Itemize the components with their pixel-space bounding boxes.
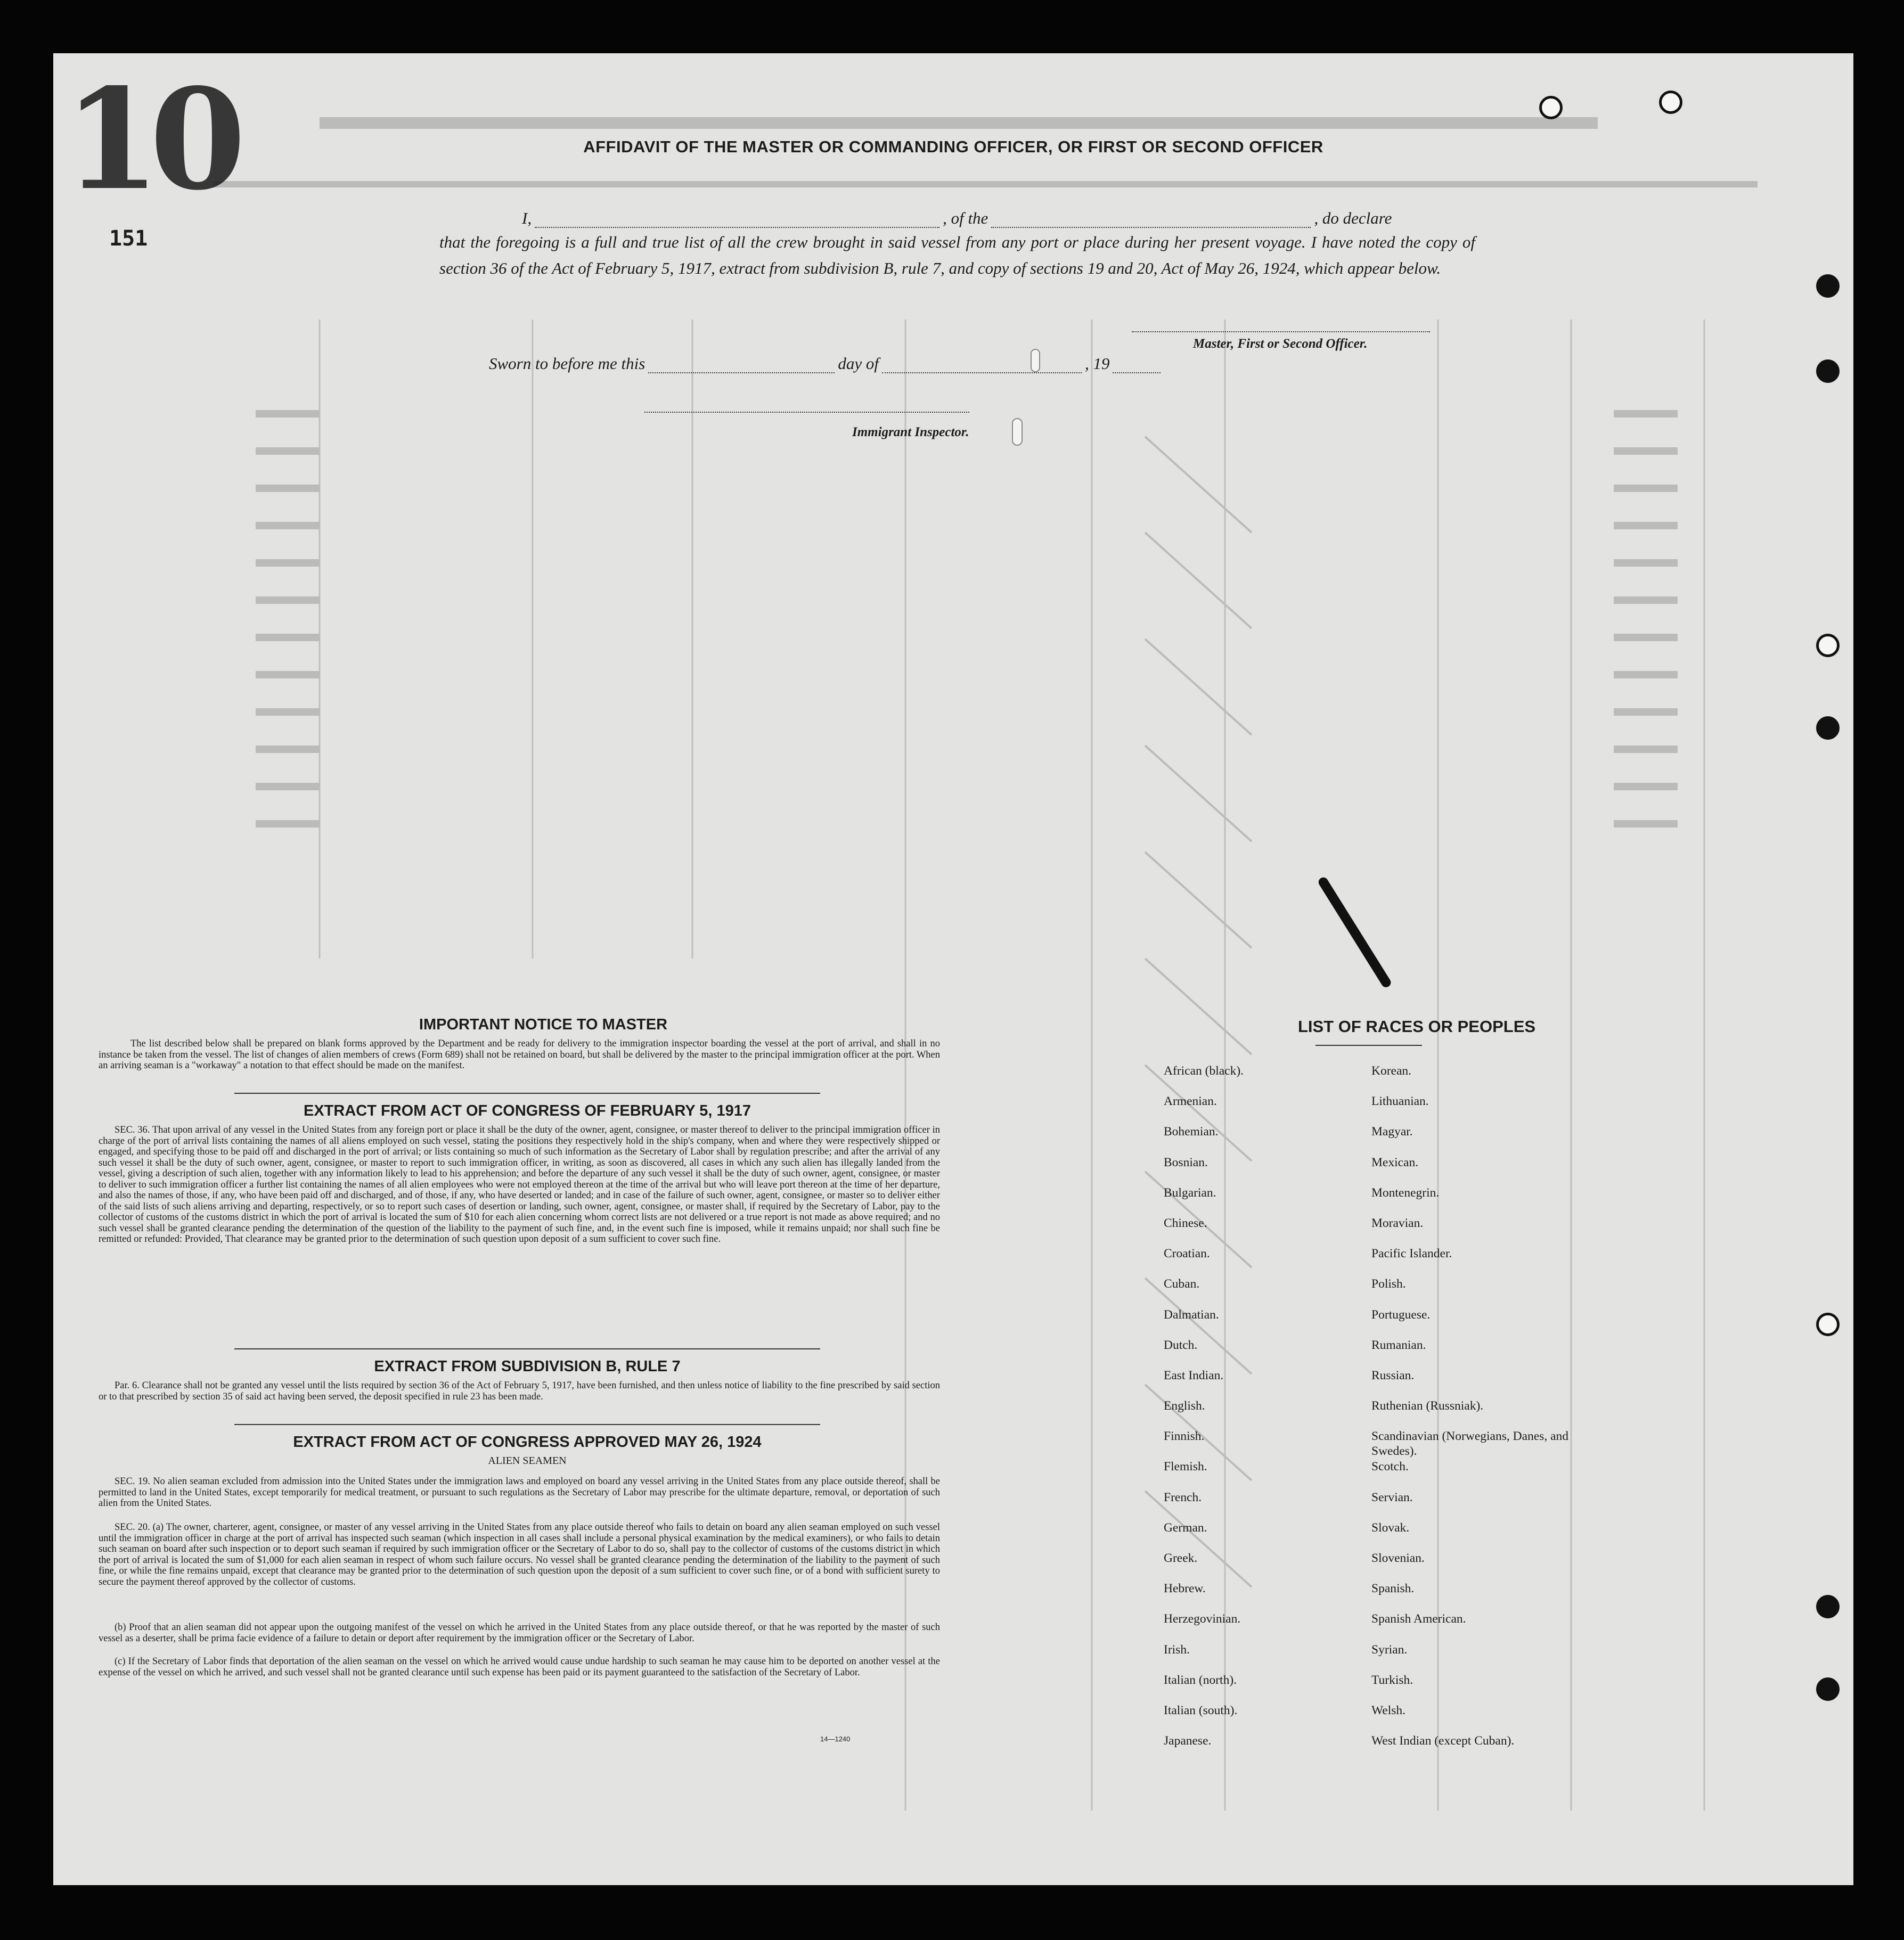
act-1917-text: SEC. 36. That upon arrival of any vessel in the United States from any foreign port or place it shall be the duty of the owner, agent, consignee, or master thereof to deliver to the principal immigration officer in charge of the port of arrival lists containing the names of all aliens employed on such vessel, stating the positions they respectively hold in the ship's company, when and where they were respectively shipped or engaged, and specifying those to be paid off and discharged in the port of arrival; or lists containing so much of such information as the Secretary of Labor shall by regulation prescribe; and after the arrival of any such vessel it shall be the duty of such owner, agent, consignee, or master to report to such immigration officer, in writing, as soon as discovered, all cases in which any such alien has illegally landed from the vessel, giving a description of such alien, together with any information likely to lead to his apprehension; and before the departure of any such vessel it shall be the duty of such owner, agent, consignee, or master to deliver to such immigration officer a further list containing the names of all alien employees who were not employed thereon at the time of the arrival but who will leave port thereon at the time of her departure, and also the names of those, if any, who have been paid off and discharged, and of those, if any, who have deserted or landed; and in case of the failure of such owner, agent, consignee, or master so to deliver either of the said lists of such aliens arriving and departing, respectively, or so to report such cases of desertion or landing, such owner, agent, consignee, or master shall, if required by the Secretary of Labor, pay to the collector of customs of the customs district in which the port of arrival is located the sum of $10 for each alien concerning whom correct lists are not delivered or a true report is not made as above required; and no such vessel shall be granted clearance pending the determination of the question of the liability to the payment of such fine, and, in the event such fine is imposed, while it remains unpaid; nor shall such fine be remitted or refunded: Provided, That clearance may be granted prior to the determination of such question upon deposit of a sum sufficient to cover such fine.: [99, 1125, 940, 1245]
race-item: Bohemian.: [1164, 1125, 1219, 1139]
vessel-name-field[interactable]: [991, 213, 1311, 228]
sworn-label: Sworn to before me this: [489, 354, 645, 373]
race-item: Welsh.: [1371, 1703, 1406, 1717]
act-1917-heading: EXTRACT FROM ACT OF CONGRESS OF FEBRUARY 5, 1917: [303, 1102, 751, 1119]
act-1924-sec20a: SEC. 20. (a) The owner, charterer, agent, consignee, or master of any vessel arriving in the United States from any place outside thereof who fails to detain on board any alien seaman employed on such vessel until the immigration officer in charge at the port of arrival has inspected such seaman (which inspection in all cases shall include a personal physical examination by the medical examiners), or who fails to detain such seaman on board after such inspection or to deport such seaman if required by such immigration officer or the Secretary of Labor to do so, shall pay to the collector of customs of the customs district in which the port of arrival is located the sum of $1,000 for each alien seaman in respect of whom such failure occurs. No vessel shall be granted clearance pending the determination of the liability to the payment of such fine, or while the fine remains unpaid, except that clearance may be granted prior to the determination of such question upon the deposit of a sum sufficient to cover such fine, or of a bond with sufficient surety to secure the payment thereof approved by the collector of customs.: [99, 1522, 940, 1587]
affidavit-i-label: I,: [522, 209, 532, 227]
form-number: 14—1240: [820, 1735, 851, 1743]
punch-hole: [1539, 96, 1563, 119]
race-item: Ruthenian (Russniak).: [1371, 1399, 1484, 1413]
race-item: Magyar.: [1371, 1125, 1413, 1139]
races-rule: [1315, 1045, 1422, 1046]
act-1924-sec20b: (b) Proof that an alien seaman did not appear upon the outgoing manifest of the vessel on which he arrived in the United States from any place outside thereof, or that he was reported by the master of such vessel as a deserter, shall be prima facie evidence of a failure to detain or deport after requirement by the immigration officer or the Secretary of Labor.: [99, 1622, 940, 1644]
races-left-column: [1164, 1063, 1366, 1764]
race-item: Herzegovinian.: [1164, 1612, 1241, 1626]
race-item: Irish.: [1164, 1642, 1190, 1657]
punch-hole: [1816, 634, 1840, 657]
race-item: Flemish.: [1164, 1460, 1207, 1474]
rule7-text: Par. 6. Clearance shall not be granted any vessel until the lists required by section 36 of the Act of February 5, 1917, have been furnished, and then unless notice of liability to the fine prescribed by said section or to that prescribed by section 35 of said act having been served, the deposit specified in rule 23 has been made.: [99, 1380, 940, 1402]
ink-mark: [1012, 418, 1023, 446]
sworn-year-field[interactable]: [1113, 358, 1161, 373]
manifest-page: [53, 53, 1853, 1885]
act-1924-heading: EXTRACT FROM ACT OF CONGRESS APPROVED MAY 26, 1924: [293, 1434, 762, 1451]
race-item: Greek.: [1164, 1551, 1198, 1565]
punch-hole: [1816, 359, 1840, 383]
races-heading: LIST OF RACES OR PEOPLES: [1297, 1017, 1536, 1036]
notice-text: The list described below shall be prepared on blank forms approved by the Department and be ready for delivery to the immigration inspector boarding the vessel at the port of arrival, and shall in no instance be taken from the vessel. The list of changes of alien members of crews (Form 689) shall not be retained on board, but shall be delivered by the master to the principal immigration officer at the port. When an arriving seaman is a "workaway" a notation to that effect should be made on the manifest.: [99, 1038, 940, 1071]
stamped-small-number: 151: [109, 226, 148, 251]
race-item: Japanese.: [1164, 1734, 1212, 1748]
master-name-field[interactable]: [535, 213, 939, 228]
sworn-day-field[interactable]: [648, 358, 835, 373]
act-1924-sec20c: (c) If the Secretary of Labor finds that deportation of the alien seaman on the vessel on which he arrived would cause undue hardship to such seaman he may cause him to be deported on another vessel at the expense of the vessel on which he arrived, and such vessel shall not be granted clearance until such expense has been paid or its payment guaranteed to the satisfaction of the Secretary of Labor.: [99, 1656, 940, 1678]
affidavit-declaration-line: [522, 209, 1392, 228]
race-item: Scotch.: [1371, 1460, 1409, 1474]
sworn-line: [489, 354, 1164, 373]
race-item: Russian.: [1371, 1368, 1415, 1382]
race-item: Hebrew.: [1164, 1582, 1206, 1596]
affidavit-of-the-label: , of the: [943, 209, 988, 227]
race-item: Croatian.: [1164, 1247, 1210, 1261]
inspector-signature-line[interactable]: [644, 412, 969, 413]
rule7-heading: EXTRACT FROM SUBDIVISION B, RULE 7: [374, 1358, 681, 1375]
inspector-signature-label: Immigrant Inspector.: [852, 425, 969, 439]
race-item: Italian (south).: [1164, 1703, 1238, 1717]
race-item: Dalmatian.: [1164, 1307, 1219, 1322]
race-item: Cuban.: [1164, 1277, 1200, 1291]
punch-hole: [1816, 716, 1840, 740]
race-item: Turkish.: [1371, 1673, 1413, 1687]
master-signature-label: Master, First or Second Officer.: [1193, 337, 1368, 351]
race-item: Spanish American.: [1371, 1612, 1466, 1626]
race-item: English.: [1164, 1399, 1205, 1413]
races-right-column: [1371, 1063, 1595, 1764]
master-signature-line[interactable]: [1132, 331, 1430, 332]
race-item: Portuguese.: [1371, 1307, 1431, 1322]
race-item: Scandinavian (Norwegians, Danes, and Swedes).: [1371, 1429, 1569, 1459]
punch-hole: [1816, 1677, 1840, 1701]
sworn-day-of-label: day of: [838, 354, 879, 373]
race-item: Dutch.: [1164, 1338, 1198, 1352]
section-rule: [234, 1424, 820, 1425]
race-item: Montenegrin.: [1371, 1185, 1440, 1200]
race-item: Polish.: [1371, 1277, 1406, 1291]
affidavit-declare-label: , do declare: [1314, 209, 1392, 227]
race-item: Finnish.: [1164, 1429, 1205, 1444]
punch-hole: [1816, 274, 1840, 298]
race-item: French.: [1164, 1490, 1202, 1504]
race-item: Bosnian.: [1164, 1155, 1208, 1169]
race-item: Italian (north).: [1164, 1673, 1237, 1687]
notice-heading: IMPORTANT NOTICE TO MASTER: [419, 1016, 668, 1033]
ink-mark: [1031, 349, 1040, 372]
alien-seamen-subheading: ALIEN SEAMEN: [488, 1455, 567, 1467]
race-item: Slovenian.: [1371, 1551, 1425, 1565]
race-item: Pacific Islander.: [1371, 1247, 1452, 1261]
race-item: Armenian.: [1164, 1094, 1217, 1109]
race-item: Korean.: [1371, 1064, 1412, 1078]
punch-hole: [1816, 1313, 1840, 1336]
race-item: Lithuanian.: [1371, 1094, 1429, 1109]
race-item: Slovak.: [1371, 1520, 1410, 1535]
ink-stroke: [1317, 875, 1392, 989]
section-rule: [234, 1348, 820, 1349]
affidavit-body: that the foregoing is a full and true list of all the crew brought in said vessel from any port or place during her present voyage. I have noted the copy of section 36 of the Act of February 5, 1917, extract from subdivision B, rule 7, and copy of sections 19 and 20, Act of May 26, 1924, which appear below.: [439, 233, 1475, 277]
sworn-year-label: , 19: [1084, 354, 1110, 373]
punch-hole: [1659, 91, 1682, 114]
act-1924-sec19: SEC. 19. No alien seaman excluded from admission into the United States under the immigration laws and employed on board any vessel arriving in the United States from any place outside thereof, shall be permitted to land in the United States, except temporarily for medical treatment, or pursuant to such regulations as the Secretary of Labor may prescribe for the ultimate departure, removal, or deportation of such alien from the United States.: [99, 1476, 940, 1509]
race-item: West Indian (except Cuban).: [1371, 1734, 1515, 1748]
affidavit-heading: AFFIDAVIT OF THE MASTER OR COMMANDING OFFICER, OR FIRST OR SECOND OFFICER: [583, 137, 1323, 156]
race-item: Servian.: [1371, 1490, 1413, 1504]
race-item: Chinese.: [1164, 1216, 1207, 1230]
race-item: Moravian.: [1371, 1216, 1424, 1230]
race-item: German.: [1164, 1520, 1207, 1535]
race-item: East Indian.: [1164, 1368, 1224, 1382]
race-item: Spanish.: [1371, 1582, 1415, 1596]
race-item: Rumanian.: [1371, 1338, 1426, 1352]
race-item: African (black).: [1164, 1064, 1244, 1078]
section-rule: [234, 1093, 820, 1094]
punch-hole: [1816, 1595, 1840, 1618]
race-item: Syrian.: [1371, 1642, 1408, 1657]
sworn-month-field[interactable]: [882, 358, 1082, 373]
stamped-number: 10: [64, 59, 235, 221]
race-item: Mexican.: [1371, 1155, 1419, 1169]
race-item: Bulgarian.: [1164, 1185, 1216, 1200]
